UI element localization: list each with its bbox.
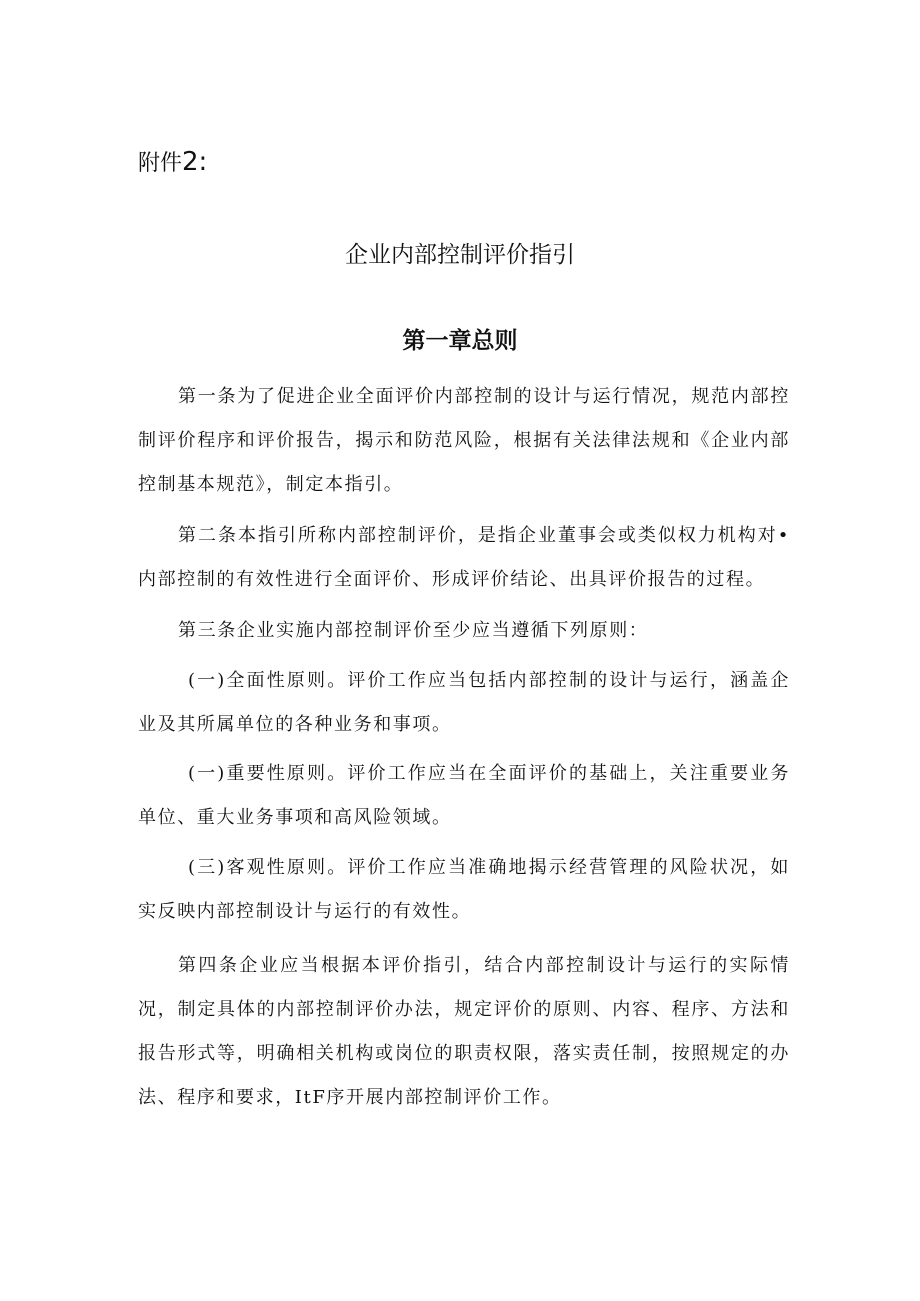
attachment-label — [138, 146, 207, 177]
article-1-paragraph: 第一条为了促进企业全面评价内部控制的设计与运行情况，规范内部控制评价程序和评价报告，揭示和防范风险，根据有关法律法规和《企业内部控制基本规范》，制定本指引。 — [138, 386, 790, 495]
principle-importance-paragraph: (一)重要性原则。评价工作应当在全面评价的基础上，关注重要业务单位、重大业务事项和高风险领域。 — [138, 763, 790, 828]
attachment-number: 2: — [182, 147, 208, 177]
principle-objectivity-paragraph: (三)客观性原则。评价工作应当准确地揭示经营管理的风险状况，如实反映内部控制设计与运行的有效性。 — [138, 857, 790, 922]
document-title: 企业内部控制评价指引 — [345, 242, 575, 268]
attachment-text: 附件 — [138, 151, 183, 176]
principle-comprehensive-paragraph: (一)全面性原则。评价工作应当包括内部控制的设计与运行，涵盖企业及其所属单位的各种业务和事项。 — [138, 670, 790, 735]
article-4-paragraph: 第四条企业应当根据本评价指引，结合内部控制设计与运行的实际情况，制定具体的内部控制评价办法，规定评价的原则、内容、程序、方法和报告形式等，明确相关机构或岗位的职责权限，落实责任制，按照规定的办法、程序和要求，ItF序开展内部控制评价工作。 — [138, 955, 790, 1108]
chapter-title: 第一章总则 — [402, 328, 518, 354]
article-2-paragraph: 第二条本指引所称内部控制评价，是指企业董事会或类似权力机构对•内部控制的有效性进行全面评价、形成评价结论、出具评价报告的过程。 — [138, 525, 790, 590]
article-3-paragraph: 第三条企业实施内部控制评价至少应当遵循下列原则： — [178, 620, 649, 641]
